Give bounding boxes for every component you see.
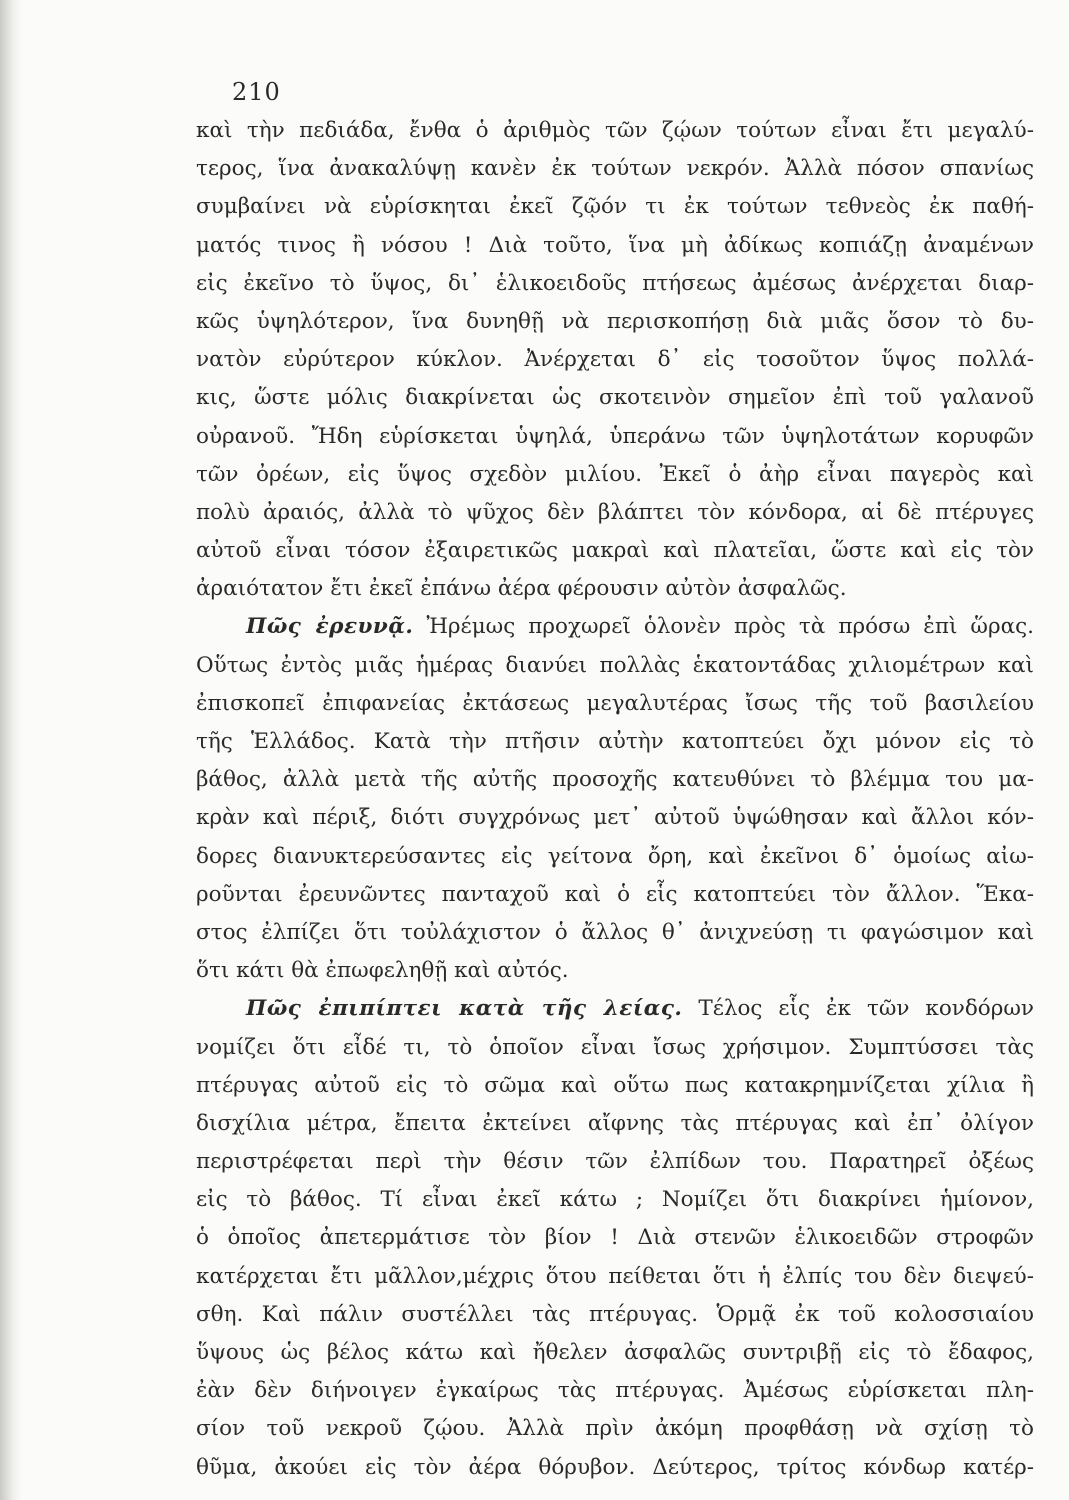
text-line: πολὺ ἀραιός, ἀλλὰ τὸ ψῦχος δὲν βλάπτει τὸν κόνδορα, αἱ δὲ πτέρυγες bbox=[196, 499, 1034, 525]
text-line: ἐπισκοπεῖ ἐπιφανείας ἐκτάσεως μεγαλυτέρας ἴσως τῆς τοῦ βασιλείου bbox=[196, 690, 1034, 716]
text-line: οὐρανοῦ. Ἤδη εὑρίσκεται ὑψηλά, ὑπεράνω τῶν ὑψηλοτάτων κορυφῶν bbox=[196, 423, 1034, 449]
text-line: καὶ τὴν πεδιάδα, ἔνθα ὁ ἀριθμὸς τῶν ζῴων τούτων εἶναι ἔτι μεγαλύ- bbox=[196, 118, 1034, 143]
section-heading: Πῶς ἐπιπίπτει κατὰ τῆς λείας. bbox=[246, 996, 683, 1022]
text-line: δισχίλια μέτρα, ἔπειτα ἐκτείνει αἴφνης τὰς πτέρυγας καὶ ἐπ᾽ ὀλίγον bbox=[196, 1110, 1034, 1136]
page-edge-shadow bbox=[0, 0, 22, 1500]
text-line: κις, ὥστε μόλις διακρίνεται ὡς σκοτεινὸν σημεῖον ἐπὶ τοῦ γαλανοῦ bbox=[196, 385, 1034, 411]
text-line: σίον τοῦ νεκροῦ ζῴου. Ἀλλὰ πρὶν ἀκόμη προφθάσῃ νὰ σχίσῃ τὸ bbox=[196, 1416, 1034, 1442]
text-line: Τέλος εἷς ἐκ τῶν κονδόρων bbox=[698, 996, 1034, 1022]
section-first-line bbox=[196, 990, 1034, 1028]
text-line: εἰς τὸ βάθος. Τί εἶναι ἐκεῖ κάτω ; Νομίζει ὅτι διακρίνει ἡμίονον, bbox=[196, 1187, 1034, 1213]
text-line: Ἠρέμως προχωρεῖ ὁλονὲν πρὸς τὰ πρόσω ἐπὶ ὥρας. bbox=[426, 614, 1034, 640]
text-line: περιστρέφεται περὶ τὴν θέσιν τῶν ἐλπίδων του. Παρατηρεῖ ὀξέως bbox=[196, 1149, 1034, 1175]
text-line: ἀραιότατον ἔτι ἐκεῖ ἐπάνω ἀέρα φέρουσιν αὐτὸν ἀσφαλῶς. bbox=[196, 576, 847, 602]
text-line: σθη. Καὶ πάλιν συστέλλει τὰς πτέρυγας. Ὁρμᾷ ἐκ τοῦ κολοσσιαίου bbox=[196, 1301, 1034, 1327]
text-line: στος ἐλπίζει ὅτι τοὐλάχιστον ὁ ἄλλος θ᾽ ἀνιχνεύσῃ τι φαγώσιμον καὶ bbox=[196, 919, 1034, 945]
text-line: νομίζει ὅτι εἶδέ τι, τὸ ὁποῖον εἶναι ἴσως χρήσιμον. Συμπτύσσει τὰς bbox=[196, 1034, 1034, 1060]
text-line: τῶν ὀρέων, εἰς ὕψος σχεδὸν μιλίου. Ἐκεῖ ὁ ἀὴρ εἶναι παγερὸς καὶ bbox=[196, 461, 1034, 487]
text-line: Οὕτως ἐντὸς μιᾶς ἡμέρας διανύει πολλὰς ἑκατοντάδας χιλιομέτρων καὶ bbox=[196, 652, 1034, 678]
text-line: ἐὰν δὲν διήνοιγεν ἐγκαίρως τὰς πτέρυγας. Ἀμέσως εὑρίσκεται πλη- bbox=[196, 1378, 1034, 1404]
text-line: ὅτι κάτι θὰ ἐπωφεληθῇ καὶ αὐτός. bbox=[196, 958, 569, 984]
text-line: ὕψους ὡς βέλος κάτω καὶ ἤθελεν ἀσφαλῶς συντριβῇ εἰς τὸ ἔδαφος, bbox=[196, 1340, 1034, 1365]
body-text bbox=[196, 112, 1034, 1487]
text-line: δορες διανυκτερεύσαντες εἰς γείτονα ὄρη, καὶ ἐκεῖνοι δ᾽ ὁμοίως αἰω- bbox=[196, 843, 1034, 869]
text-line: εἰς ἐκεῖνο τὸ ὕψος, δι᾽ ἑλικοειδοῦς πτήσεως ἀμέσως ἀνέρχεται διαρ- bbox=[196, 270, 1034, 296]
text-line: νατὸν εὐρύτερον κύκλον. Ἀνέρχεται δ᾽ εἰς τοσοῦτον ὕψος πολλά- bbox=[196, 347, 1034, 373]
text-line: αὐτοῦ εἶναι τόσον ἐξαιρετικῶς μακραὶ καὶ πλατεῖαι, ὥστε καὶ εἰς τὸν bbox=[196, 538, 1034, 564]
section-first-line bbox=[196, 608, 1034, 646]
text-line: συμβαίνει νὰ εὑρίσκηται ἐκεῖ ζῷόν τι ἐκ τούτων τεθνεὸς ἐκ παθή- bbox=[196, 194, 1034, 220]
text-line: ματός τινος ἢ νόσου ! Διὰ τοῦτο, ἵνα μὴ ἀδίκως κοπιάζῃ ἀναμένων bbox=[196, 232, 1034, 258]
text-line: θῦμα, ἀκούει εἰς τὸν ἀέρα θόρυβον. Δεύτερος, τρίτος κόνδωρ κατέρ- bbox=[196, 1454, 1034, 1480]
text-line: τῆς Ἑλλάδος. Κατὰ τὴν πτῆσιν αὐτὴν κατοπτεύει ὄχι μόνον εἰς τὸ bbox=[196, 729, 1034, 754]
text-line: τερος, ἵνα ἀνακαλύψῃ κανὲν ἐκ τούτων νεκρόν. Ἀλλὰ πόσον σπανίως bbox=[196, 156, 1034, 182]
text-line: ροῦνται ἐρευνῶντες πανταχοῦ καὶ ὁ εἷς κατοπτεύει τὸν ἄλλον. Ἕκα- bbox=[196, 881, 1034, 907]
page-number: 210 bbox=[232, 78, 281, 106]
text-line: ὁ ὁποῖος ἀπετερμάτισε τὸν βίον ! Διὰ στενῶν ἑλικοειδῶν στροφῶν bbox=[196, 1225, 1034, 1251]
section-heading: Πῶς ἐρευνᾷ. bbox=[246, 614, 414, 640]
text-line: βάθος, ἀλλὰ μετὰ τῆς αὐτῆς προσοχῆς κατευθύνει τὸ βλέμμα του μα- bbox=[196, 767, 1034, 793]
text-line: κρὰν καὶ πέριξ, διότι συγχρόνως μετ᾽ αὐτοῦ ὑψώθησαν καὶ ἄλλοι κόν- bbox=[196, 805, 1034, 831]
text-line: πτέρυγας αὐτοῦ εἰς τὸ σῶμα καὶ οὕτω πως κατακρημνίζεται χίλια ἢ bbox=[196, 1072, 1034, 1098]
text-line: κατέρχεται ἔτι μᾶλλον,μέχρις ὅτου πείθεται ὅτι ἡ ἐλπίς του δὲν διεψεύ- bbox=[196, 1263, 1034, 1289]
text-line: κῶς ὑψηλότερον, ἵνα δυνηθῇ νὰ περισκοπήσῃ διὰ μιᾶς ὅσον τὸ δυ- bbox=[196, 308, 1034, 334]
